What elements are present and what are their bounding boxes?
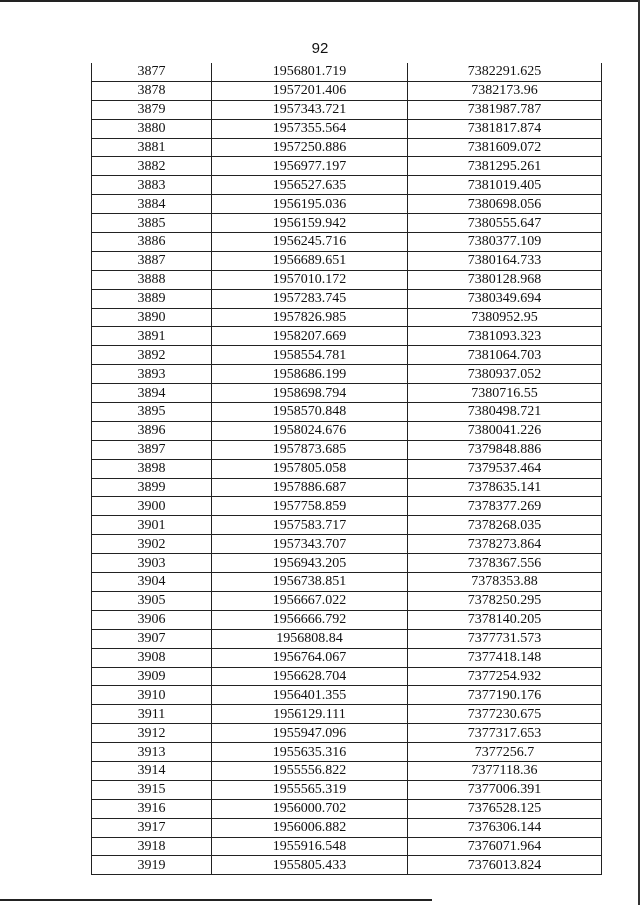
table-row [92,214,602,233]
table-row [92,233,602,252]
y-coordinate-cell: 7380377.109 [408,233,602,252]
y-coordinate-cell: 7378140.205 [408,610,602,629]
y-coordinate-cell: 7381817.874 [408,119,602,138]
table-row [92,459,602,478]
x-coordinate-cell: 1956527.635 [212,176,408,195]
table-row [92,346,602,365]
x-coordinate-cell: 1956689.651 [212,251,408,270]
x-coordinate-cell: 1956006.882 [212,818,408,837]
point-number-cell: 3895 [92,403,212,422]
y-coordinate-cell: 7377230.675 [408,705,602,724]
y-coordinate-cell: 7376528.125 [408,799,602,818]
x-coordinate-cell: 1955805.433 [212,856,408,875]
point-number-cell: 3884 [92,195,212,214]
table-row [92,384,602,403]
y-coordinate-cell: 7376013.824 [408,856,602,875]
y-coordinate-cell: 7378353.88 [408,573,602,592]
table-row [92,308,602,327]
table-row [92,497,602,516]
table-row [92,327,602,346]
point-number-cell: 3881 [92,138,212,157]
y-coordinate-cell: 7380716.55 [408,384,602,403]
y-coordinate-cell: 7380498.721 [408,403,602,422]
x-coordinate-cell: 1956666.792 [212,610,408,629]
y-coordinate-cell: 7379848.886 [408,440,602,459]
x-coordinate-cell: 1956801.719 [212,63,408,81]
table-row [92,100,602,119]
x-coordinate-cell: 1958570.848 [212,403,408,422]
point-number-cell: 3902 [92,535,212,554]
table-row [92,799,602,818]
point-number-cell: 3885 [92,214,212,233]
y-coordinate-cell: 7378268.035 [408,516,602,535]
x-coordinate-cell: 1958686.199 [212,365,408,384]
y-coordinate-cell: 7382173.96 [408,81,602,100]
point-number-cell: 3913 [92,743,212,762]
y-coordinate-cell: 7376071.964 [408,837,602,856]
point-number-cell: 3877 [92,63,212,81]
table-row [92,440,602,459]
table-row [92,818,602,837]
point-number-cell: 3907 [92,629,212,648]
x-coordinate-cell: 1956245.716 [212,233,408,252]
y-coordinate-cell: 7379537.464 [408,459,602,478]
table-row [92,629,602,648]
y-coordinate-cell: 7381295.261 [408,157,602,176]
x-coordinate-cell: 1957758.859 [212,497,408,516]
table-row [92,743,602,762]
y-coordinate-cell: 7381019.405 [408,176,602,195]
y-coordinate-cell: 7380698.056 [408,195,602,214]
table-row [92,289,602,308]
table-row [92,251,602,270]
table-row [92,157,602,176]
x-coordinate-cell: 1955565.319 [212,780,408,799]
x-coordinate-cell: 1957873.685 [212,440,408,459]
table-row [92,81,602,100]
point-number-cell: 3886 [92,233,212,252]
y-coordinate-cell: 7377006.391 [408,780,602,799]
x-coordinate-cell: 1957250.886 [212,138,408,157]
x-coordinate-cell: 1956977.197 [212,157,408,176]
x-coordinate-cell: 1957343.707 [212,535,408,554]
table-row [92,667,602,686]
x-coordinate-cell: 1956195.036 [212,195,408,214]
point-number-cell: 3898 [92,459,212,478]
table-row [92,270,602,289]
point-number-cell: 3909 [92,667,212,686]
point-number-cell: 3892 [92,346,212,365]
point-number-cell: 3908 [92,648,212,667]
y-coordinate-cell: 7380041.226 [408,421,602,440]
point-number-cell: 3901 [92,516,212,535]
table-row [92,365,602,384]
x-coordinate-cell: 1957826.985 [212,308,408,327]
x-coordinate-cell: 1957010.172 [212,270,408,289]
table-row [92,724,602,743]
point-number-cell: 3894 [92,384,212,403]
table-row [92,837,602,856]
x-coordinate-cell: 1955947.096 [212,724,408,743]
y-coordinate-cell: 7380555.647 [408,214,602,233]
table-row [92,780,602,799]
table-row [92,573,602,592]
coordinates-table [91,63,602,875]
point-number-cell: 3906 [92,610,212,629]
table-row [92,856,602,875]
y-coordinate-cell: 7378273.864 [408,535,602,554]
x-coordinate-cell: 1955635.316 [212,743,408,762]
point-number-cell: 3900 [92,497,212,516]
table-row [92,195,602,214]
y-coordinate-cell: 7380952.95 [408,308,602,327]
point-number-cell: 3903 [92,554,212,573]
table-row [92,176,602,195]
point-number-cell: 3887 [92,251,212,270]
point-number-cell: 3893 [92,365,212,384]
x-coordinate-cell: 1955556.822 [212,761,408,780]
table-row [92,516,602,535]
point-number-cell: 3911 [92,705,212,724]
y-coordinate-cell: 7377190.176 [408,686,602,705]
x-coordinate-cell: 1958207.669 [212,327,408,346]
point-number-cell: 3891 [92,327,212,346]
x-coordinate-cell: 1956943.205 [212,554,408,573]
y-coordinate-cell: 7377418.148 [408,648,602,667]
table-row [92,421,602,440]
x-coordinate-cell: 1956159.942 [212,214,408,233]
coordinates-table-body [92,63,602,875]
point-number-cell: 3883 [92,176,212,195]
y-coordinate-cell: 7378635.141 [408,478,602,497]
point-number-cell: 3904 [92,573,212,592]
point-number-cell: 3897 [92,440,212,459]
x-coordinate-cell: 1956738.851 [212,573,408,592]
point-number-cell: 3914 [92,761,212,780]
y-coordinate-cell: 7381609.072 [408,138,602,157]
x-coordinate-cell: 1955916.548 [212,837,408,856]
y-coordinate-cell: 7380937.052 [408,365,602,384]
y-coordinate-cell: 7378377.269 [408,497,602,516]
y-coordinate-cell: 7378250.295 [408,591,602,610]
y-coordinate-cell: 7377254.932 [408,667,602,686]
x-coordinate-cell: 1957343.721 [212,100,408,119]
x-coordinate-cell: 1956808.84 [212,629,408,648]
x-coordinate-cell: 1957805.058 [212,459,408,478]
y-coordinate-cell: 7376306.144 [408,818,602,837]
table-row [92,535,602,554]
point-number-cell: 3916 [92,799,212,818]
point-number-cell: 3889 [92,289,212,308]
bottom-border-line [0,899,432,901]
table-row [92,610,602,629]
x-coordinate-cell: 1957283.745 [212,289,408,308]
x-coordinate-cell: 1957201.406 [212,81,408,100]
point-number-cell: 3888 [92,270,212,289]
y-coordinate-cell: 7378367.556 [408,554,602,573]
point-number-cell: 3880 [92,119,212,138]
point-number-cell: 3918 [92,837,212,856]
point-number-cell: 3890 [92,308,212,327]
point-number-cell: 3899 [92,478,212,497]
point-number-cell: 3905 [92,591,212,610]
table-row [92,705,602,724]
point-number-cell: 3919 [92,856,212,875]
point-number-cell: 3912 [92,724,212,743]
table-row [92,478,602,497]
y-coordinate-cell: 7377256.7 [408,743,602,762]
x-coordinate-cell: 1956764.067 [212,648,408,667]
point-number-cell: 3879 [92,100,212,119]
x-coordinate-cell: 1958024.676 [212,421,408,440]
table-row [92,648,602,667]
y-coordinate-cell: 7381987.787 [408,100,602,119]
point-number-cell: 3896 [92,421,212,440]
table-row [92,119,602,138]
point-number-cell: 3878 [92,81,212,100]
point-number-cell: 3915 [92,780,212,799]
table-row [92,554,602,573]
x-coordinate-cell: 1956129.111 [212,705,408,724]
x-coordinate-cell: 1956401.355 [212,686,408,705]
y-coordinate-cell: 7377317.653 [408,724,602,743]
x-coordinate-cell: 1958698.794 [212,384,408,403]
table-row [92,686,602,705]
table-row [92,761,602,780]
y-coordinate-cell: 7380128.968 [408,270,602,289]
x-coordinate-cell: 1956628.704 [212,667,408,686]
x-coordinate-cell: 1956667.022 [212,591,408,610]
y-coordinate-cell: 7381064.703 [408,346,602,365]
x-coordinate-cell: 1957583.717 [212,516,408,535]
x-coordinate-cell: 1958554.781 [212,346,408,365]
table-row [92,591,602,610]
y-coordinate-cell: 7382291.625 [408,63,602,81]
point-number-cell: 3882 [92,157,212,176]
y-coordinate-cell: 7381093.323 [408,327,602,346]
x-coordinate-cell: 1956000.702 [212,799,408,818]
x-coordinate-cell: 1957355.564 [212,119,408,138]
top-border-line [0,0,640,2]
page-number: 92 [311,40,329,57]
y-coordinate-cell: 7377731.573 [408,629,602,648]
point-number-cell: 3910 [92,686,212,705]
table-row [92,403,602,422]
y-coordinate-cell: 7377118.36 [408,761,602,780]
x-coordinate-cell: 1957886.687 [212,478,408,497]
y-coordinate-cell: 7380349.694 [408,289,602,308]
y-coordinate-cell: 7380164.733 [408,251,602,270]
point-number-cell: 3917 [92,818,212,837]
table-row [92,63,602,81]
table-row [92,138,602,157]
